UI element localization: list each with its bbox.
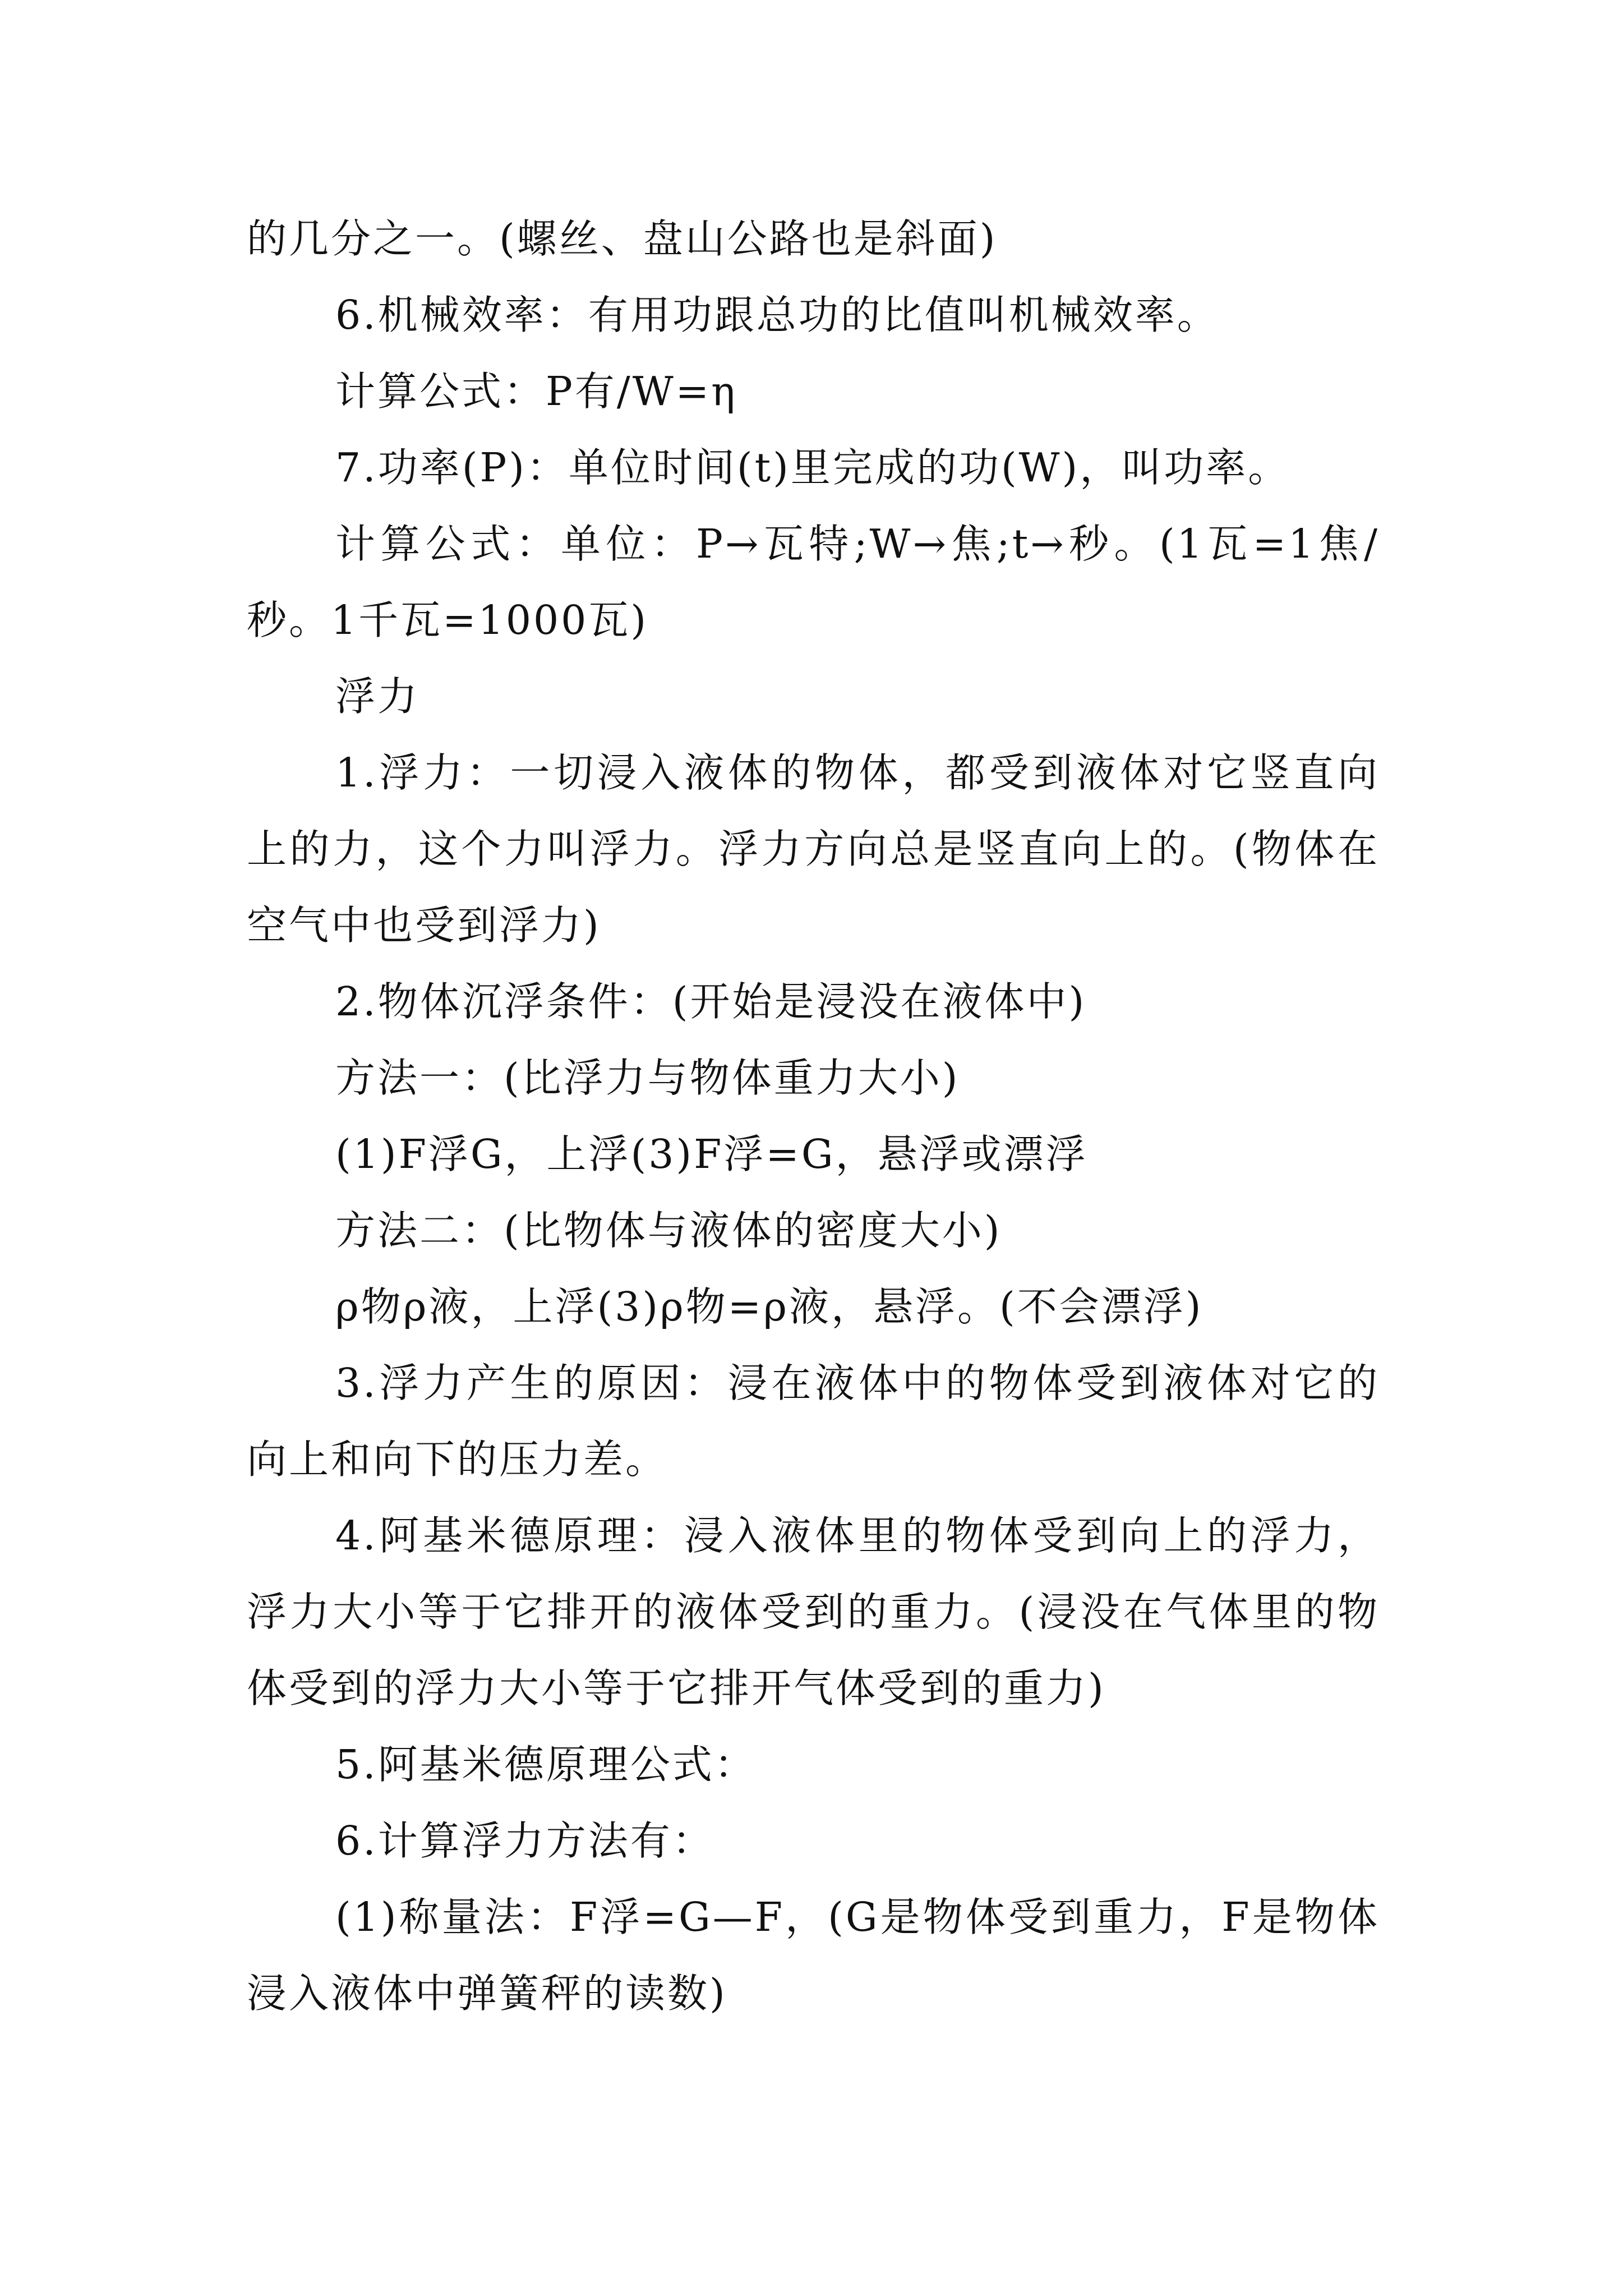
paragraph-method-two-cases: ρ物ρ液，上浮(3)ρ物=ρ液，悬浮。(不会漂浮) [335, 1283, 1204, 1330]
paragraph-weighing-method: (1)称量法：F浮=G—F，(G是物体受到重力，F是物体浸入液体中弹簧秤的读数) [247, 1894, 1380, 2017]
paragraph-efficiency-formula: 计算公式：P有/W=η [335, 368, 737, 415]
section-heading-buoyancy: 浮力 [335, 673, 420, 720]
paragraph-calculation-methods: 6.计算浮力方法有： [335, 1818, 714, 1864]
paragraph-method-one-cases: (1)F浮G，上浮(3)F浮=G，悬浮或漂浮 [335, 1131, 1088, 1177]
paragraph-buoyancy-definition: 1.浮力：一切浸入液体的物体，都受到液体对它竖直向上的力，这个力叫浮力。浮力方向总是竖直向上的。(物体在空气中也受到浮力) [247, 749, 1380, 949]
paragraph-mechanical-efficiency: 6.机械效率：有用功跟总功的比值叫机械效率。 [335, 292, 1219, 338]
paragraph-buoyancy-cause: 3.浮力产生的原因：浸在液体中的物体受到液体对它的向上和向下的压力差。 [247, 1360, 1380, 1483]
paragraph-power: 7.功率(P)：单位时间(t)里完成的功(W)，叫功率。 [335, 444, 1290, 491]
paragraph-power-units: 计算公式：单位：P→瓦特;W→焦;t→秒。(1瓦=1焦/秒。1千瓦=1000瓦) [247, 521, 1380, 643]
paragraph-continuation: 的几分之一。(螺丝、盘山公路也是斜面) [247, 215, 998, 262]
document-body [247, 201, 1380, 2032]
paragraph-sink-float-conditions: 2.物体沉浮条件：(开始是浸没在液体中) [335, 978, 1087, 1025]
paragraph-archimedes-formula: 5.阿基米德原理公式： [335, 1741, 757, 1788]
paragraph-method-one: 方法一：(比浮力与物体重力大小) [335, 1055, 960, 1101]
paragraph-method-two: 方法二：(比物体与液体的密度大小) [335, 1207, 1002, 1254]
paragraph-archimedes-principle: 4.阿基米德原理：浸入液体里的物体受到向上的浮力，浮力大小等于它排开的液体受到的重力。(浸没在气体里的物体受到的浮力大小等于它排开气体受到的重力) [247, 1512, 1380, 1711]
